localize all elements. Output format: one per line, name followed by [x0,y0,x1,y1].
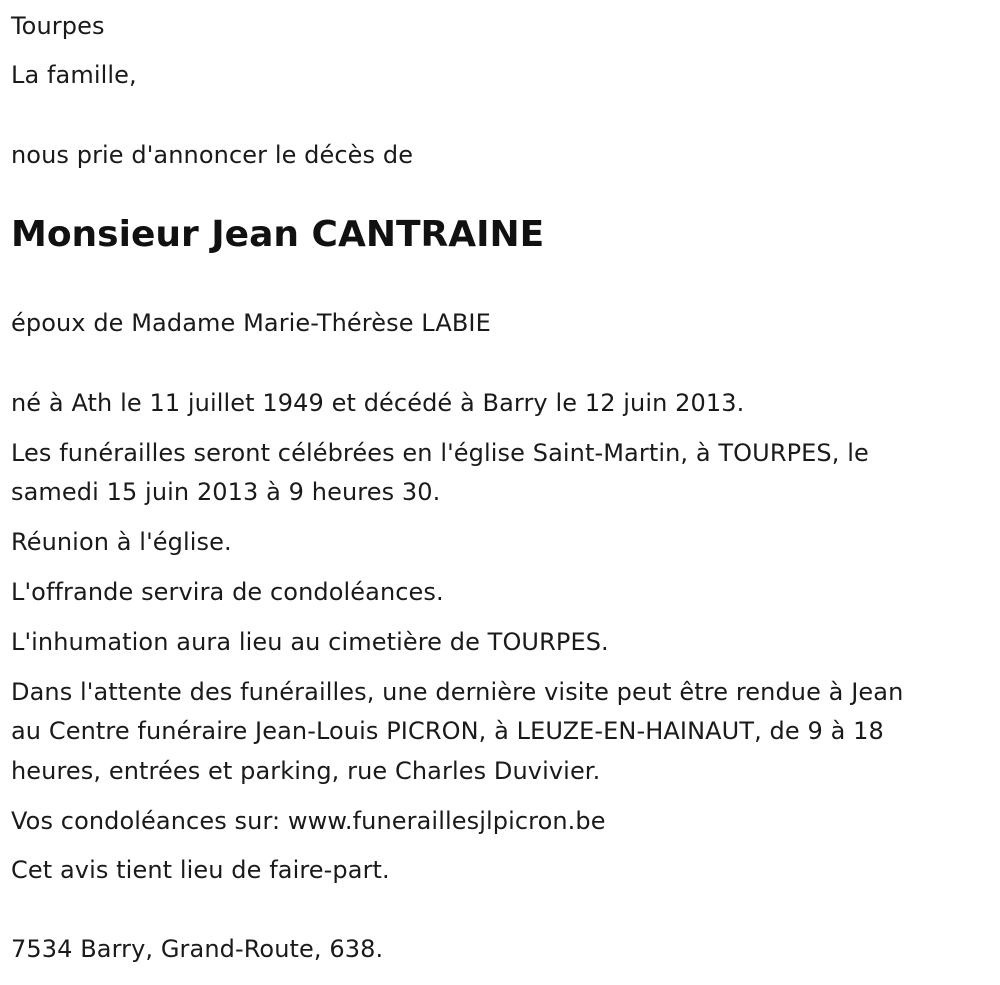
condolences-line: Vos condoléances sur: www.funeraillesjlpicron.be [11,807,606,835]
burial-line: L'inhumation aura lieu au cimetière de TOURPES. [11,628,609,656]
announce-line: nous prie d'annoncer le décès de [11,141,414,169]
visit-line-2: au Centre funéraire Jean-Louis PICRON, à LEUZE-EN-HAINAUT, de 9 à 18 [11,717,884,745]
place-line: Tourpes [11,12,105,40]
notice-note-line: Cet avis tient lieu de faire-part. [11,856,390,884]
funeral-line-2: samedi 15 juin 2013 à 9 heures 30. [11,478,441,506]
address-line: 7534 Barry, Grand-Route, 638. [11,935,384,963]
visit-line-3: heures, entrées et parking, rue Charles Duvivier. [11,757,601,785]
meeting-line: Réunion à l'église. [11,528,232,556]
family-line: La famille, [11,61,137,89]
deceased-name: Monsieur Jean CANTRAINE [11,214,545,255]
birth-death-line: né à Ath le 11 juillet 1949 et décédé à Barry le 12 juin 2013. [11,389,745,417]
visit-line-1: Dans l'attente des funérailles, une dernière visite peut être rendue à Jean [11,678,904,706]
funeral-line-1: Les funérailles seront célébrées en l'église Saint-Martin, à TOURPES, le [11,439,869,467]
spouse-line: époux de Madame Marie-Thérèse LABIE [11,309,491,337]
offering-line: L'offrande servira de condoléances. [11,578,444,606]
